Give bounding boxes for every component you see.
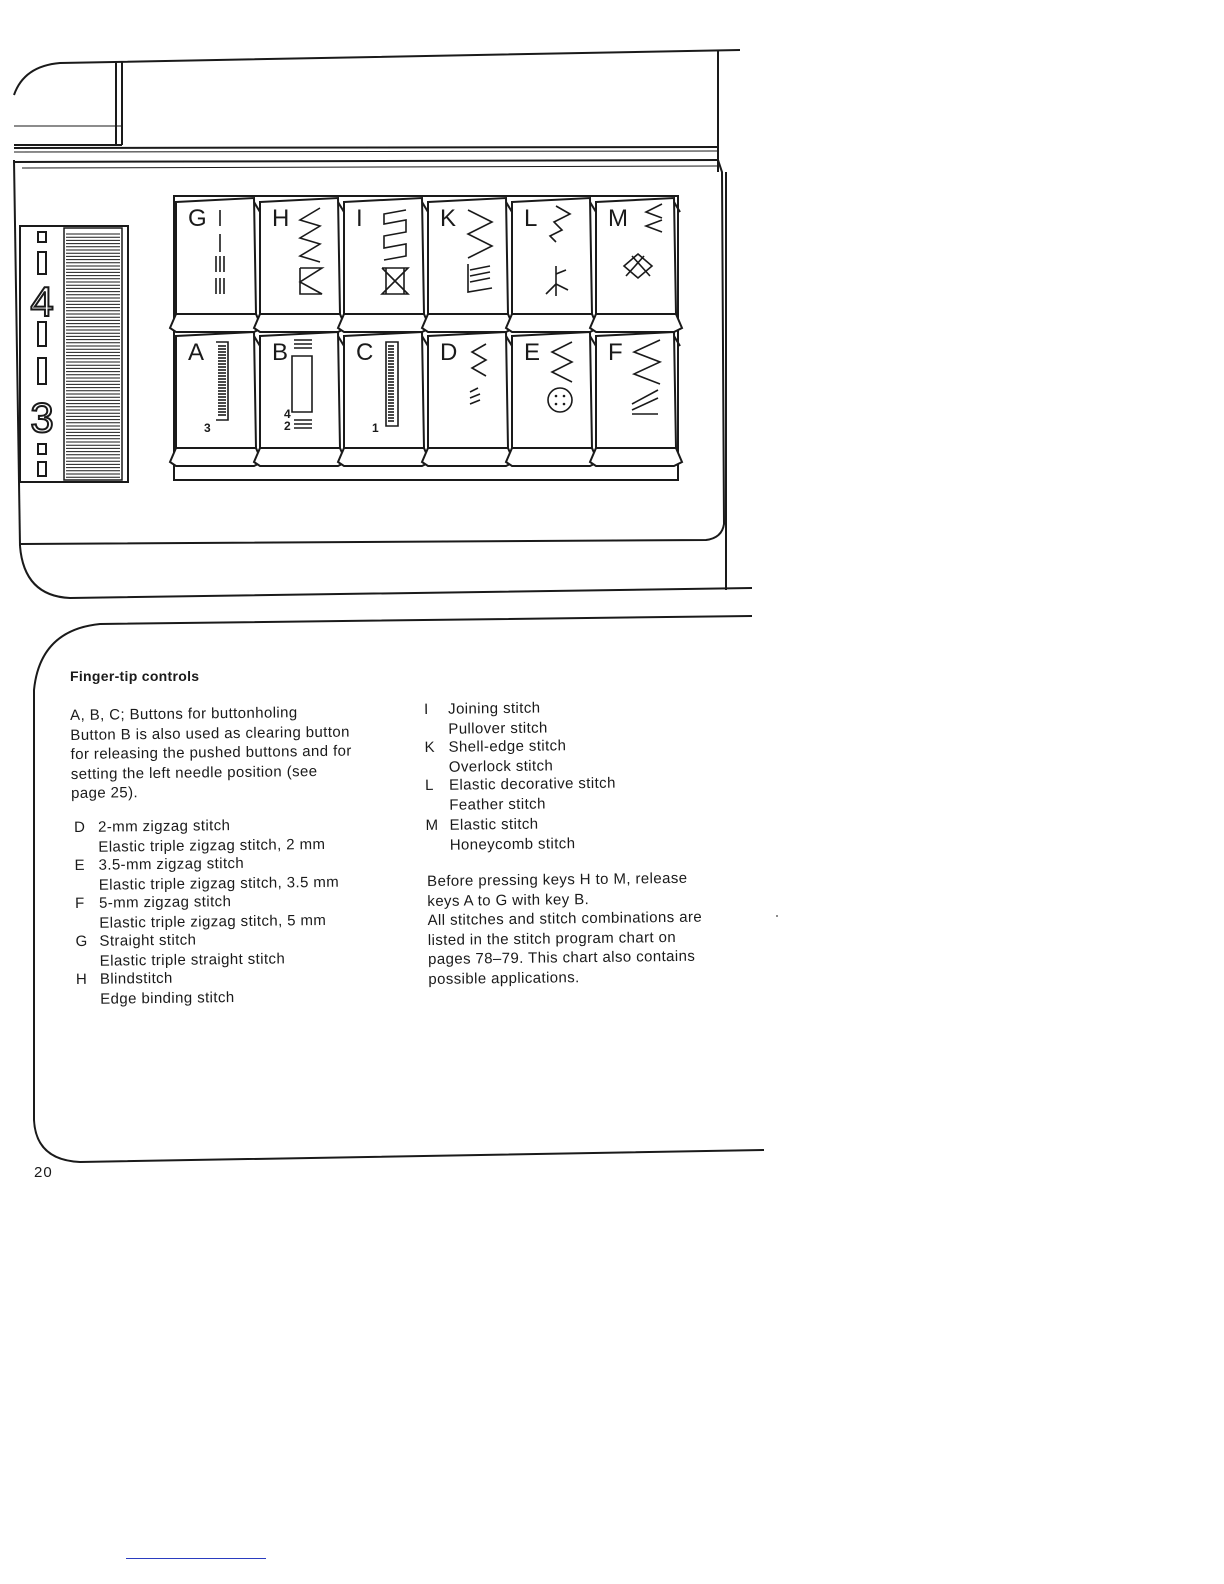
key-letter: D: [440, 339, 458, 366]
intro-line: for releasing the pushed buttons and for: [70, 742, 352, 763]
list-item: [425, 814, 576, 854]
entry-line1: 5-mm zigzag stitch: [98, 893, 232, 912]
key-letter: K: [440, 205, 457, 232]
entry-line1: 2-mm zigzag stitch: [98, 817, 231, 836]
entry-line1: Elastic stitch: [449, 815, 539, 834]
key-letter: I: [356, 205, 363, 232]
entry-line2: Elastic triple straight stitch: [99, 949, 286, 970]
entry-key: G: [75, 932, 88, 950]
key-letter: M: [608, 205, 628, 232]
page-number: 20: [34, 1164, 53, 1181]
list-item: [74, 891, 327, 932]
key-letter: E: [524, 339, 541, 366]
entry-key: F: [74, 894, 85, 912]
intro-line: page 25).: [70, 784, 139, 802]
key-letter: F: [608, 339, 623, 366]
note-line: keys A to G with key B.: [427, 890, 590, 910]
dial-number-4: 4: [30, 278, 54, 325]
key-number: 2: [284, 419, 291, 433]
note-paragraph: [427, 869, 703, 989]
list-item: [75, 929, 286, 970]
key-letter: B: [272, 339, 289, 366]
note-line: Before pressing keys H to M, release: [427, 869, 688, 890]
entry-line2: Pullover stitch: [448, 718, 548, 738]
section-heading: Finger-tip controls: [70, 668, 200, 684]
intro-line: setting the left needle position (see: [70, 762, 318, 783]
note-line: All stitches and stitch combinations are: [427, 908, 703, 929]
entry-line1: Blindstitch: [99, 969, 173, 988]
entry-line1: Shell-edge stitch: [448, 737, 567, 756]
entry-key: E: [74, 856, 86, 874]
entry-key: I: [424, 700, 429, 718]
entry-line1: Elastic decorative stitch: [448, 774, 616, 794]
entry-key: L: [424, 776, 434, 794]
list-item: [75, 968, 235, 1008]
entry-line2: Elastic triple zigzag stitch, 3.5 mm: [98, 873, 340, 894]
footer-rule: [126, 1558, 266, 1559]
entry-line2: Feather stitch: [449, 795, 546, 814]
entry-line1: Straight stitch: [99, 931, 197, 950]
intro-paragraph: [70, 703, 352, 804]
list-item: [424, 774, 616, 814]
entry-line2: Edge binding stitch: [100, 988, 235, 1008]
key-number: 4: [284, 407, 291, 421]
key-letter: H: [272, 205, 290, 232]
list-item: [74, 853, 340, 894]
key-number: 1: [372, 421, 379, 435]
note-line: pages 78–79. This chart also contains: [427, 947, 696, 968]
entry-line2: Honeycomb stitch: [449, 834, 576, 854]
entry-line1: 3.5-mm zigzag stitch: [98, 854, 245, 874]
note-line: possible applications.: [428, 968, 580, 988]
list-item: [74, 815, 326, 856]
entry-key: D: [74, 818, 86, 836]
list-item: [424, 736, 567, 776]
key-number: 3: [204, 421, 211, 435]
entry-line2: Elastic triple zigzag stitch, 5 mm: [99, 911, 327, 932]
intro-line: A, B, C; Buttons for buttonholing: [70, 704, 298, 724]
intro-line: Button B is also used as clearing button: [70, 723, 350, 744]
entry-line2: Elastic triple zigzag stitch, 2 mm: [98, 835, 326, 856]
list-item: [424, 698, 548, 738]
note-line: listed in the stitch program chart on: [427, 928, 677, 949]
key-letter: L: [524, 205, 538, 232]
entry-line1: Joining stitch: [448, 699, 541, 718]
dial-number-3: 3: [30, 394, 54, 441]
entry-key: M: [425, 816, 439, 834]
entry-line2: Overlock stitch: [448, 756, 554, 776]
entry-key: K: [424, 738, 436, 756]
entry-key: H: [75, 970, 88, 988]
key-letter: C: [356, 339, 374, 366]
key-letter: A: [188, 339, 205, 366]
key-letter: G: [188, 205, 207, 232]
